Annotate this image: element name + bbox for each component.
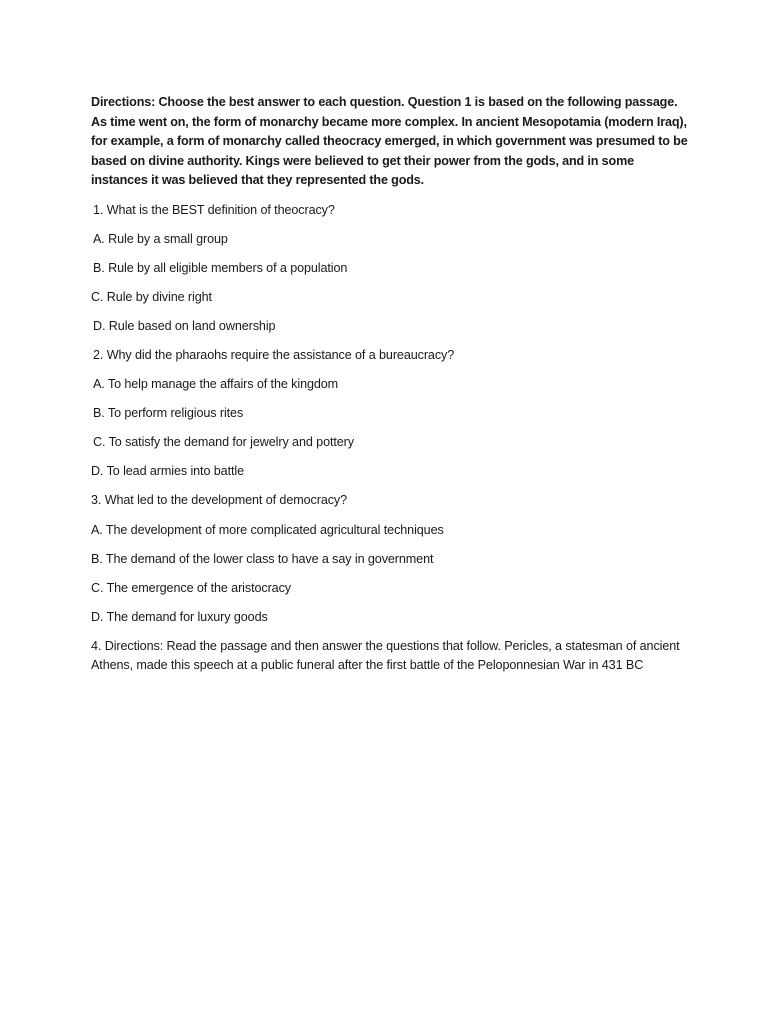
q2-option-a: A. To help manage the affairs of the kingdom bbox=[93, 377, 339, 392]
q3-option-a: A. The development of more complicated agricultural techniques bbox=[91, 522, 444, 537]
q2-option-b: B. To perform religious rites bbox=[93, 406, 244, 421]
q1-option-c: C. Rule by divine right bbox=[91, 289, 212, 304]
q1-option-b: B. Rule by all eligible members of a population bbox=[93, 260, 348, 275]
q2-option-d: D. To lead armies into battle bbox=[91, 464, 244, 479]
question-1: 1. What is the BEST definition of theocracy? bbox=[93, 202, 335, 217]
document-page bbox=[91, 93, 691, 676]
q3-option-d: D. The demand for luxury goods bbox=[91, 609, 268, 624]
q1-option-d: D. Rule based on land ownership bbox=[93, 318, 276, 333]
q3-option-c: C. The emergence of the aristocracy bbox=[91, 580, 291, 595]
question-3: 3. What led to the development of democracy? bbox=[91, 493, 348, 508]
directions-passage: Directions: Choose the best answer to each question. Question 1 is based on the following passage. As time went on, the form of monarchy became more complex. In ancient Mesopotamia (modern Iraq), for example, a form of monarchy called theocracy emerged, in which government was presumed to be based on divine authority. Kings were believed to get their power from the gods, and in some instances it was believed that they represented the gods. bbox=[91, 95, 688, 187]
q2-option-c: C. To satisfy the demand for jewelry and pottery bbox=[93, 435, 354, 450]
question-4-directions: 4. Directions: Read the passage and then answer the questions that follow. Pericles, a statesman of ancient Athens, made this speech at a public funeral after the first battle of the Peloponnesian War in 431 BC bbox=[91, 638, 680, 673]
q1-option-a: A. Rule by a small group bbox=[93, 231, 228, 246]
q3-option-b: B. The demand of the lower class to have a say in government bbox=[91, 551, 434, 566]
question-2: 2. Why did the pharaohs require the assistance of a bureaucracy? bbox=[93, 347, 455, 362]
